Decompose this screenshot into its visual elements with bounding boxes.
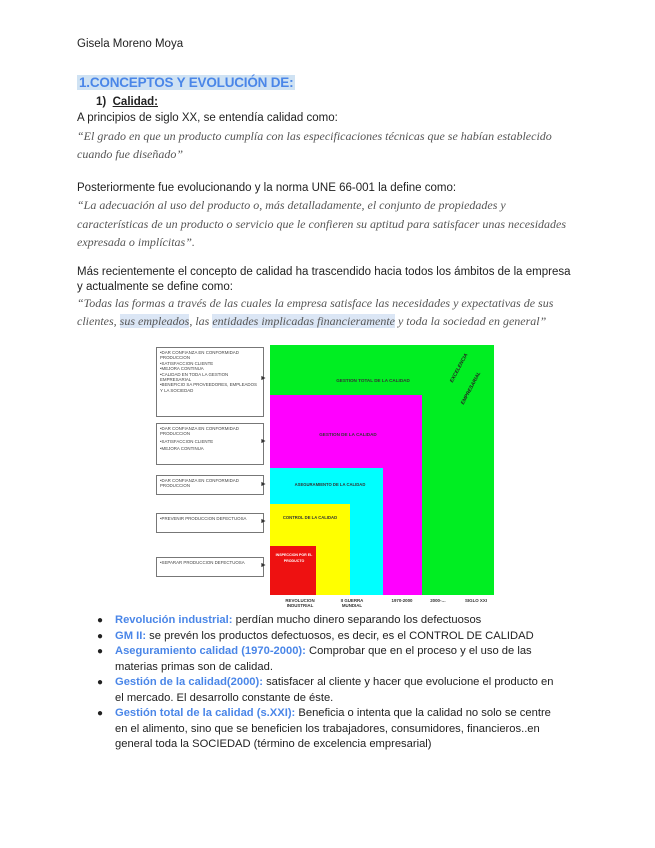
quote-3 [77, 294, 577, 330]
bullet-icon: ● [97, 646, 104, 657]
arrow-icon: ► [260, 562, 267, 569]
era-label: II GUERRA MUNDIAL [340, 598, 364, 609]
list-item [95, 675, 565, 706]
box-line: •PREVENIR PRODUCCION DEFECTUOSA [160, 516, 247, 521]
box-line: •BENEFICIO SA PROVEEDORES, EMPLEADOS Y LA SOCIEDAD [160, 382, 257, 393]
stage-box-gestion-total [156, 347, 264, 417]
box-line: •DAR CONFIANZA EN CONFORMIDAD PRODUCCION [160, 350, 239, 361]
box-line: •DAR CONFIANZA EN CONFORMIDAD PRODUCCION [160, 478, 239, 489]
box-line: •SATISFACCION CLIENTE [160, 438, 214, 444]
stage-box-control [156, 513, 264, 533]
list-text: Beneficia o intenta que la calidad no solo se centre en el alimento, sino que se beneficien los trabajadores, consumidores, financieros..en general toda la SOCIEDAD (término de excelencia empresarial) [115, 707, 551, 750]
subsection-heading [96, 96, 158, 108]
paragraph-3: Más recientemente el concepto de calidad ha trascendido hacia todos los ámbitos de la empresa y actualmente se define como: [77, 266, 571, 293]
era-label: SIGLO XXI [465, 598, 487, 603]
level-label-aseguramiento: ASEGURAMIENTO DE LA CALIDAD [294, 482, 366, 487]
excellence-label-1: EXCELENCIA [449, 352, 470, 384]
quote-3-part-a: “Todas las formas a través de las cuales la empresa satisface las necesidades y expectativas de sus clientes, [77, 296, 554, 328]
level-label-control: CONTROL DE LA CALIDAD [282, 515, 338, 520]
list-item [95, 613, 565, 629]
author-name: Gisela Moreno Moya [77, 38, 184, 50]
list-text: Comprobar que en el proceso y el uso de las materias primas son de calidad. [115, 645, 532, 673]
arrow-icon: ► [260, 481, 267, 488]
bullet-icon: ● [97, 677, 104, 688]
section-heading: 1.CONCEPTOS Y EVOLUCIÓN DE: [79, 75, 294, 90]
stage-box-aseguramiento [156, 475, 264, 495]
list-term: Gestión total de la calidad (s.XXI): [115, 707, 296, 719]
stage-box-inspeccion [156, 557, 264, 577]
paragraph-1: A principios de siglo XX, se entendía calidad como: [77, 112, 338, 124]
era-label: REVOLUCION INDUSTRIAL [285, 598, 315, 609]
list-term: Aseguramiento calidad (1970-2000): [115, 645, 306, 657]
arrow-icon: ► [260, 518, 267, 525]
subsection-title: Calidad: [112, 96, 158, 108]
quality-evolution-diagram [156, 345, 501, 613]
quote-3-part-e: y toda la sociedad en general” [394, 314, 547, 328]
box-line: •SEPARAR PRODUCCION DEFECTUOSA [160, 560, 245, 565]
bullet-icon: ● [97, 630, 104, 642]
bullet-icon: ● [97, 708, 104, 719]
level-label-inspeccion: INSPECCION POR EL PRODUCTO [275, 553, 313, 563]
list-item [95, 629, 565, 645]
era-label: 2000-… [430, 598, 446, 603]
evolution-list [95, 613, 565, 753]
subsection-number: 1) [96, 96, 107, 108]
quote-3-highlight-financial: entidades implicadas financieramente [212, 314, 395, 328]
era-label: 1970-2000 [391, 598, 413, 603]
list-item [95, 706, 565, 753]
level-label-gestion: GESTION DE LA CALIDAD [319, 432, 377, 437]
quote-3-part-c: , las [189, 314, 213, 328]
list-term: Revolución industrial: [115, 614, 233, 626]
level-label-gestion-total: GESTION TOTAL DE LA CALIDAD [336, 378, 410, 383]
list-text: satisfacer al cliente y hacer que evolucione el producto en el mercado. El desarrollo constante de éste. [115, 676, 554, 704]
list-item [95, 644, 565, 675]
box-line: •MEJORA CONTINUA [160, 366, 204, 372]
stage-box-gestion [156, 423, 264, 465]
list-text: perdían mucho dinero separando los defectuosos [232, 614, 482, 626]
quote-2: “La adecuación al uso del producto o, más detalladamente, el conjunto de propiedades y características de un producto o servicio que le confieren su aptitud para satisfacer unas necesidades expresada o implícitas”. [77, 198, 567, 249]
paragraph-2: Posteriormente fue evolucionando y la norma UNE 66-001 la define como: [77, 182, 457, 194]
quote-3-highlight-employees: sus empleados [119, 314, 190, 328]
list-text: se prevén los productos defectuosos, es decir, es el CONTROL DE CALIDAD [146, 629, 534, 642]
list-term: GM II: [115, 629, 147, 642]
box-line: •DAR CONFIANZA EN CONFORMIDAD PRODUCCION [160, 426, 239, 437]
arrow-icon: ► [260, 375, 267, 382]
box-line: •CALIDAD EN TODA LA GESTION EMPRESARIAL [160, 371, 229, 383]
excellence-label-2: EMPRESARIAL [460, 370, 483, 406]
list-term: Gestión de la calidad(2000): [115, 676, 263, 688]
arrow-icon: ► [260, 438, 267, 445]
box-line: •MEJORA CONTINUA [160, 446, 204, 452]
box-line: •SATISFACCION CLIENTE [160, 360, 214, 366]
bullet-icon: ● [97, 615, 104, 626]
quote-1: “El grado en que un producto cumplía con las especificaciones técnicas que se habían establecido cuando fue diseñado” [77, 129, 552, 161]
